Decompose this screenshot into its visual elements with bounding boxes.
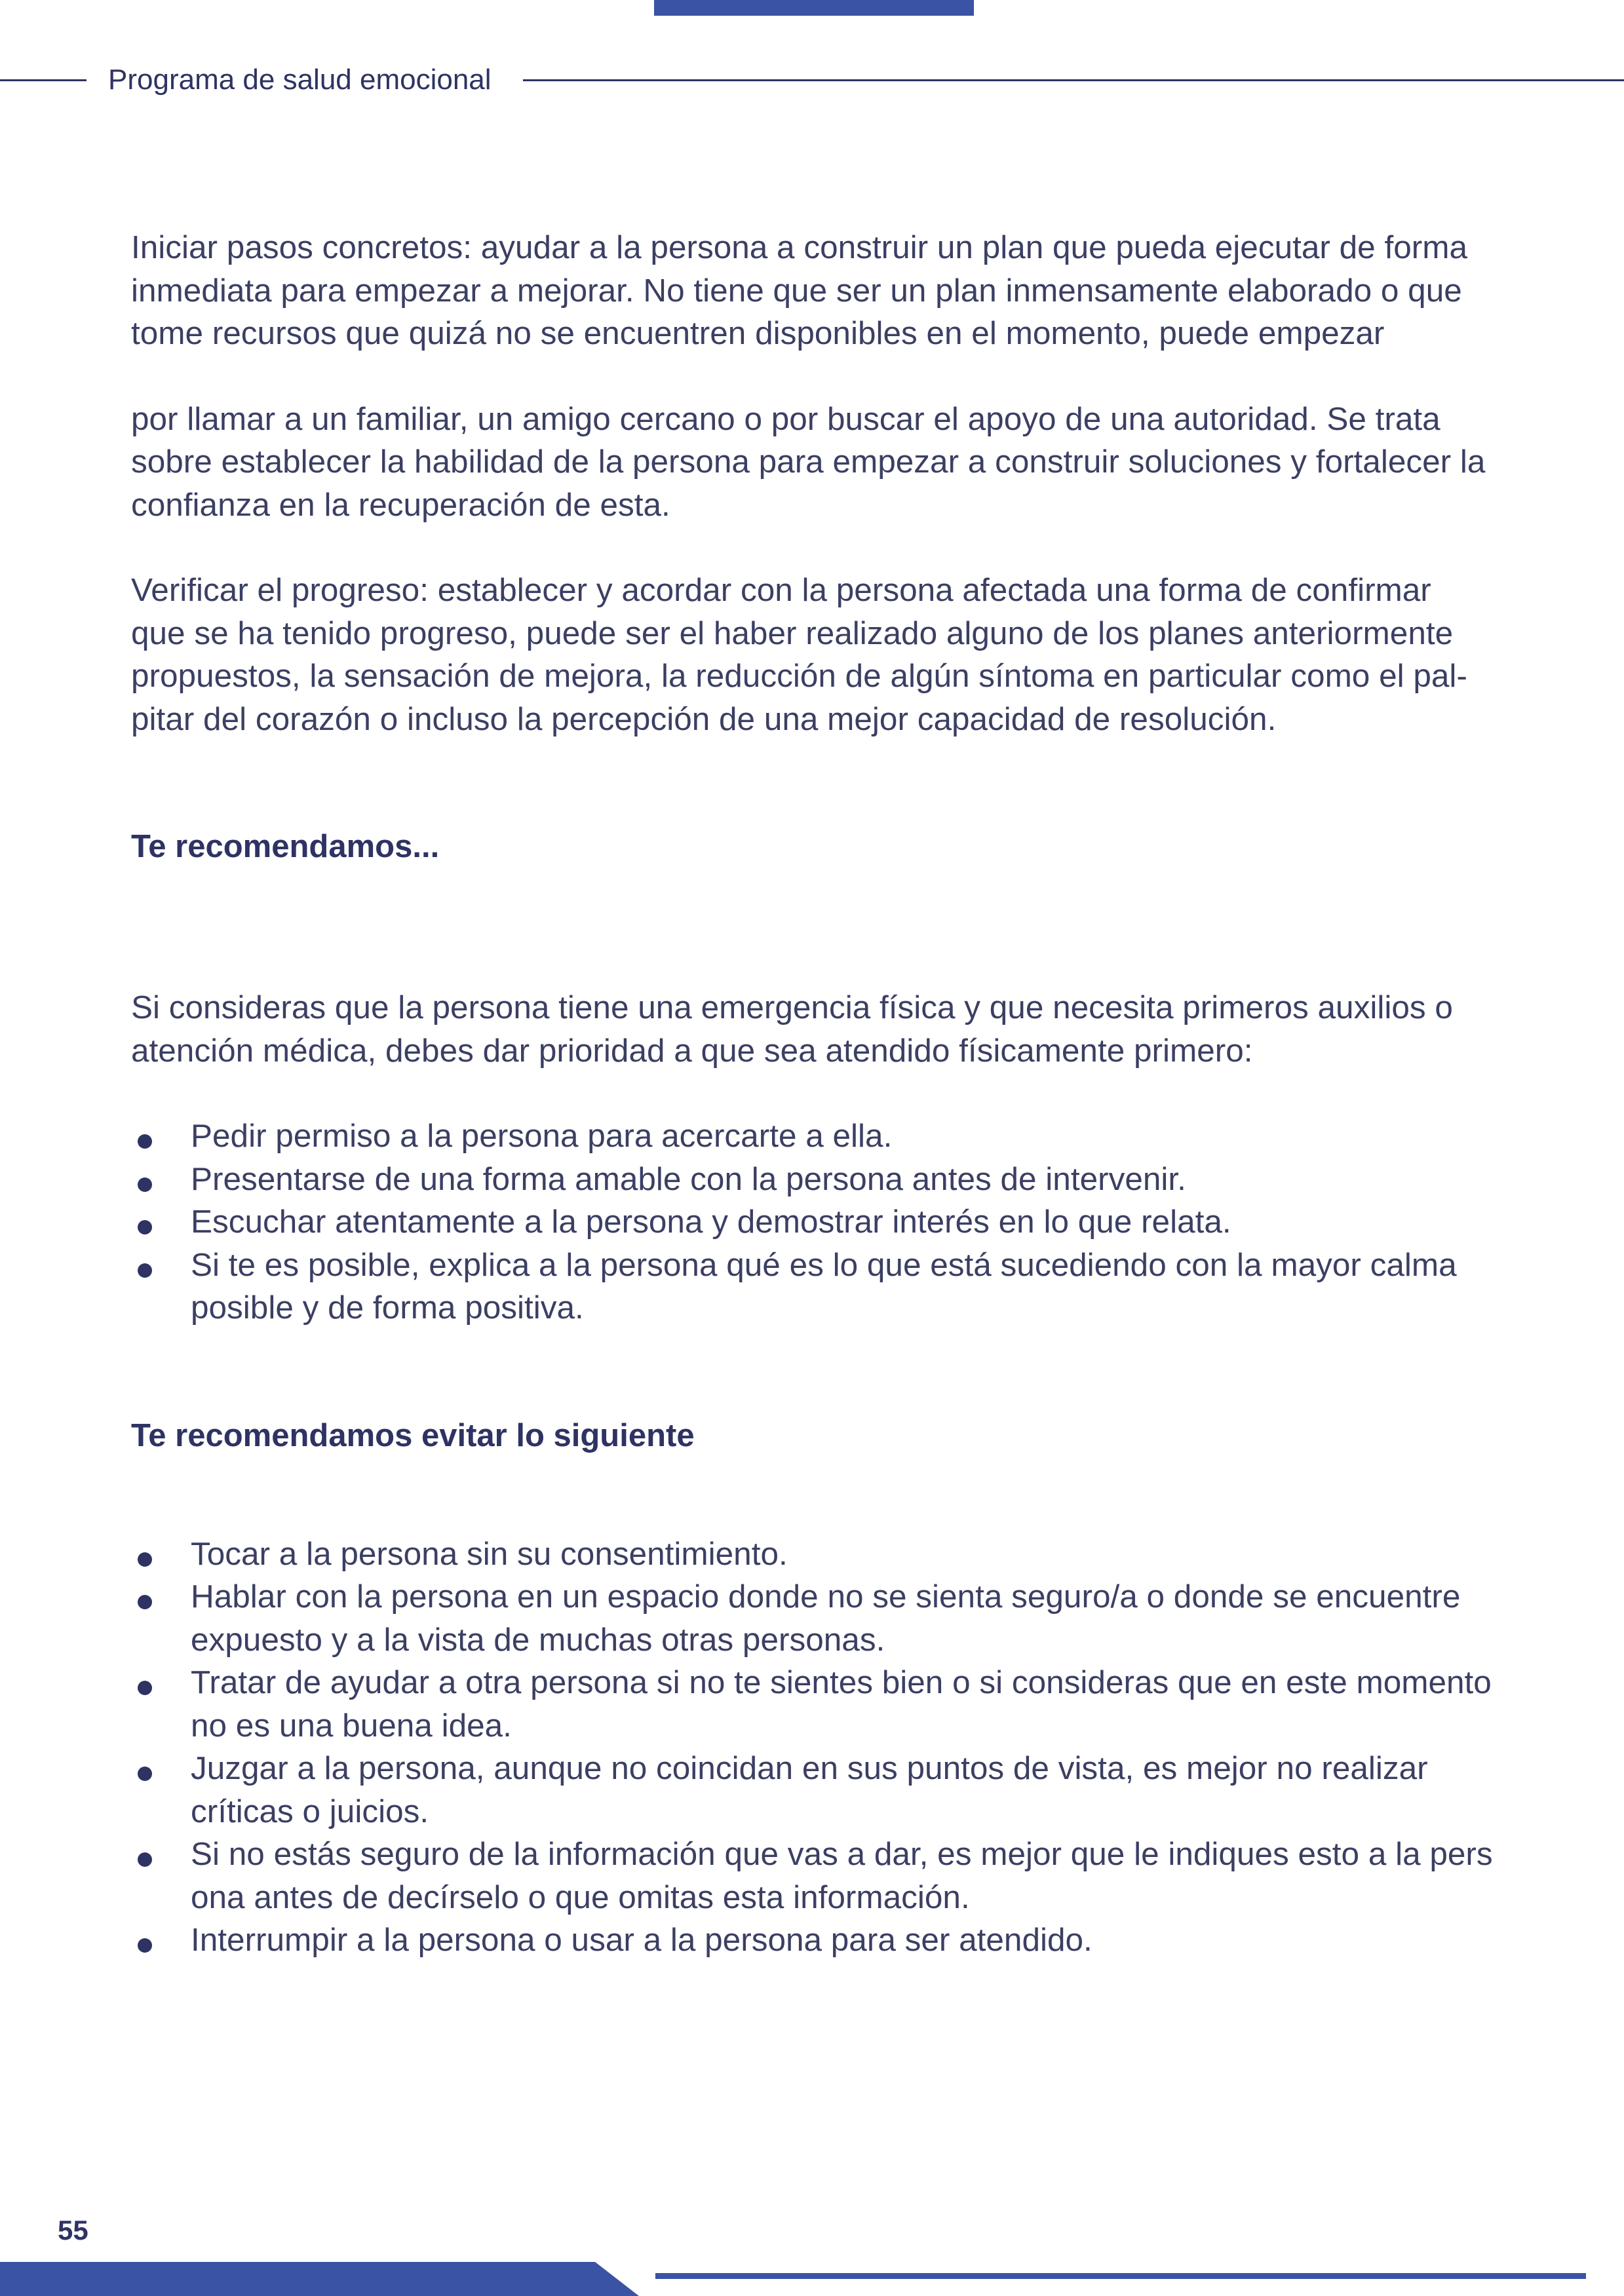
list-item: Tocar a la persona sin su consentimiento. xyxy=(131,1533,1494,1576)
running-header-title: Programa de salud emocional xyxy=(108,64,492,96)
bullet-icon xyxy=(138,1263,152,1278)
header-rule-right xyxy=(523,79,1624,81)
list-item: Tratar de ayudar a otra persona si no te sientes bien o si consideras que en este momento no es una buena idea. xyxy=(131,1661,1494,1747)
list-item: Escuchar atentamente a la persona y demostrar interés en lo que relata. xyxy=(131,1200,1494,1244)
bullet-icon xyxy=(138,1767,152,1781)
bullet-icon xyxy=(138,1938,152,1953)
list-item: Hablar con la persona en un espacio donde no se sienta seguro/a o donde se encuentre expuesto y a la vista de muchas otras personas. xyxy=(131,1575,1494,1661)
page-content xyxy=(131,226,1494,1962)
list-item: Si no estás seguro de la información que vas a dar, es mejor que le indiques esto a la pers ona antes de decírselo o que omitas esta información. xyxy=(131,1833,1494,1919)
bullet-icon xyxy=(138,1681,152,1695)
list-item: Pedir permiso a la persona para acercarte a ella. xyxy=(131,1115,1494,1158)
list-item: Presentarse de una forma amable con la persona antes de intervenir. xyxy=(131,1158,1494,1201)
section-heading-avoid: Te recomendamos evitar lo siguiente xyxy=(131,1417,695,1453)
recommend-list xyxy=(131,1115,1494,1330)
paragraph-continuation: por llamar a un familiar, un amigo cercano o por buscar el apoyo de una autoridad. Se trata sobre establecer la habilidad de la persona para empezar a construir soluciones y fortalecer la confianza en la recuperación de esta. xyxy=(131,400,1486,523)
list-item: Interrumpir a la persona o usar a la persona para ser atendido. xyxy=(131,1919,1494,1962)
paragraph-physical-emergency: Si consideras que la persona tiene una emergencia física y que necesita primeros auxilios o atención médica, debes dar prioridad a que sea atendido físicamente primero: xyxy=(131,989,1453,1069)
bullet-icon xyxy=(138,1177,152,1192)
list-item: Juzgar a la persona, aunque no coincidan en sus puntos de vista, es mejor no realizar críticas o juicios. xyxy=(131,1747,1494,1833)
footer-rule xyxy=(655,2273,1586,2279)
paragraph-verify-progress: Verificar el progreso: establecer y acordar con la persona afectada una forma de confirmar que se ha tenido progreso, puede ser el haber realizado alguno de los planes anteriormente propuestos, la sensación de mejora, la reducción de algún síntoma en particular como el pal-pitar del corazón o incluso la percepción de una mejor capacidad de resolución. xyxy=(131,572,1467,737)
footer-accent-band xyxy=(0,2262,1624,2296)
section-heading-recommend: Te recomendamos... xyxy=(131,829,440,864)
page-number: 55 xyxy=(58,2215,88,2246)
footer-accent-shape xyxy=(0,2262,639,2296)
list-item: Si te es posible, explica a la persona qué es lo que está sucediendo con la mayor calma posible y de forma positiva. xyxy=(131,1244,1494,1330)
bullet-icon xyxy=(138,1134,152,1149)
paragraph-concrete-steps: Iniciar pasos concretos: ayudar a la persona a construir un plan que pueda ejecutar de forma inmediata para empezar a mejorar. No tiene que ser un plan inmensamente elaborado o que tome recursos que quizá no se encuentren disponibles en el momento, puede empezar xyxy=(131,229,1467,351)
bullet-icon xyxy=(138,1595,152,1609)
bullet-icon xyxy=(138,1552,152,1567)
bullet-icon xyxy=(138,1852,152,1867)
top-accent-bar xyxy=(654,0,974,16)
bullet-icon xyxy=(138,1220,152,1234)
header-rule-left xyxy=(0,79,87,81)
avoid-list xyxy=(131,1533,1494,1962)
